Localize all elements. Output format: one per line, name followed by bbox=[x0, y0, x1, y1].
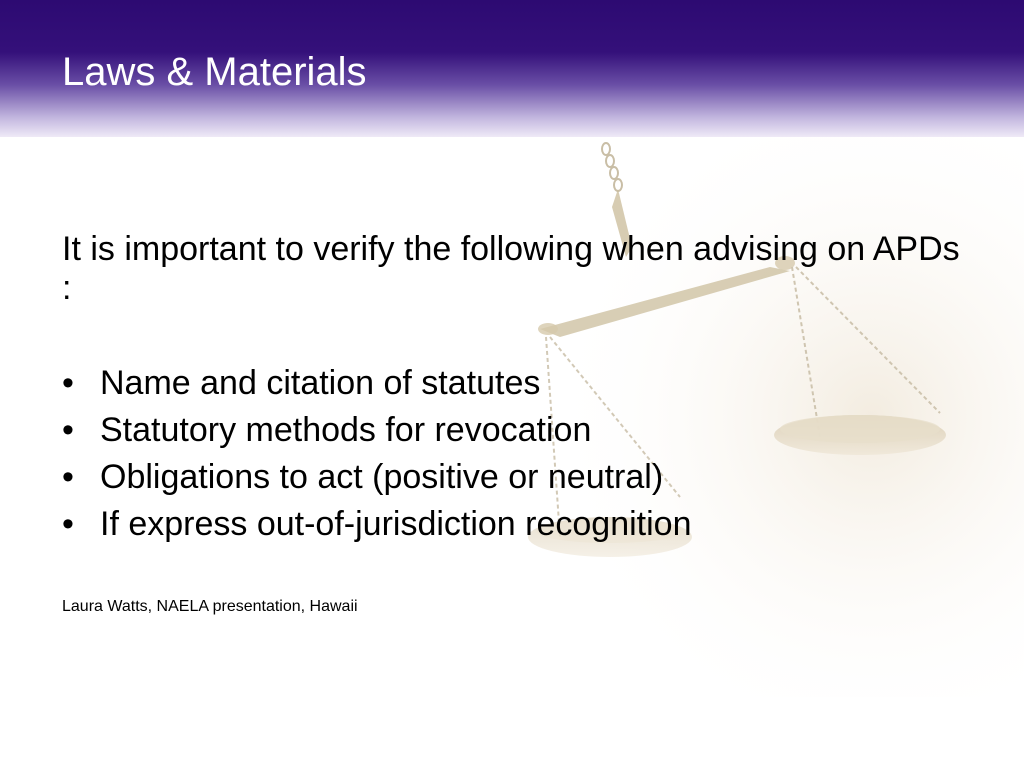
bullet-list bbox=[62, 360, 692, 548]
bullet-glyph: • bbox=[62, 364, 74, 402]
bullet-text: Name and citation of statutes bbox=[100, 364, 541, 402]
bullet-item bbox=[62, 454, 692, 501]
bullet-glyph: • bbox=[62, 411, 74, 449]
bullet-text: Obligations to act (positive or neutral) bbox=[100, 458, 664, 496]
bullet-item bbox=[62, 360, 692, 407]
bullet-item bbox=[62, 501, 692, 548]
credit-text: Laura Watts, NAELA presentation, Hawaii bbox=[62, 598, 358, 615]
slide-title: Laws & Materials bbox=[62, 50, 367, 94]
bullet-glyph: • bbox=[62, 458, 74, 496]
bullet-text: Statutory methods for revocation bbox=[100, 411, 592, 449]
bullet-text: If express out-of-jurisdiction recognition bbox=[100, 505, 692, 543]
bullet-item bbox=[62, 407, 692, 454]
bullet-glyph: • bbox=[62, 505, 74, 543]
intro-text: It is important to verify the following when advising on APDs : bbox=[62, 230, 960, 307]
slide-header bbox=[0, 0, 1024, 137]
